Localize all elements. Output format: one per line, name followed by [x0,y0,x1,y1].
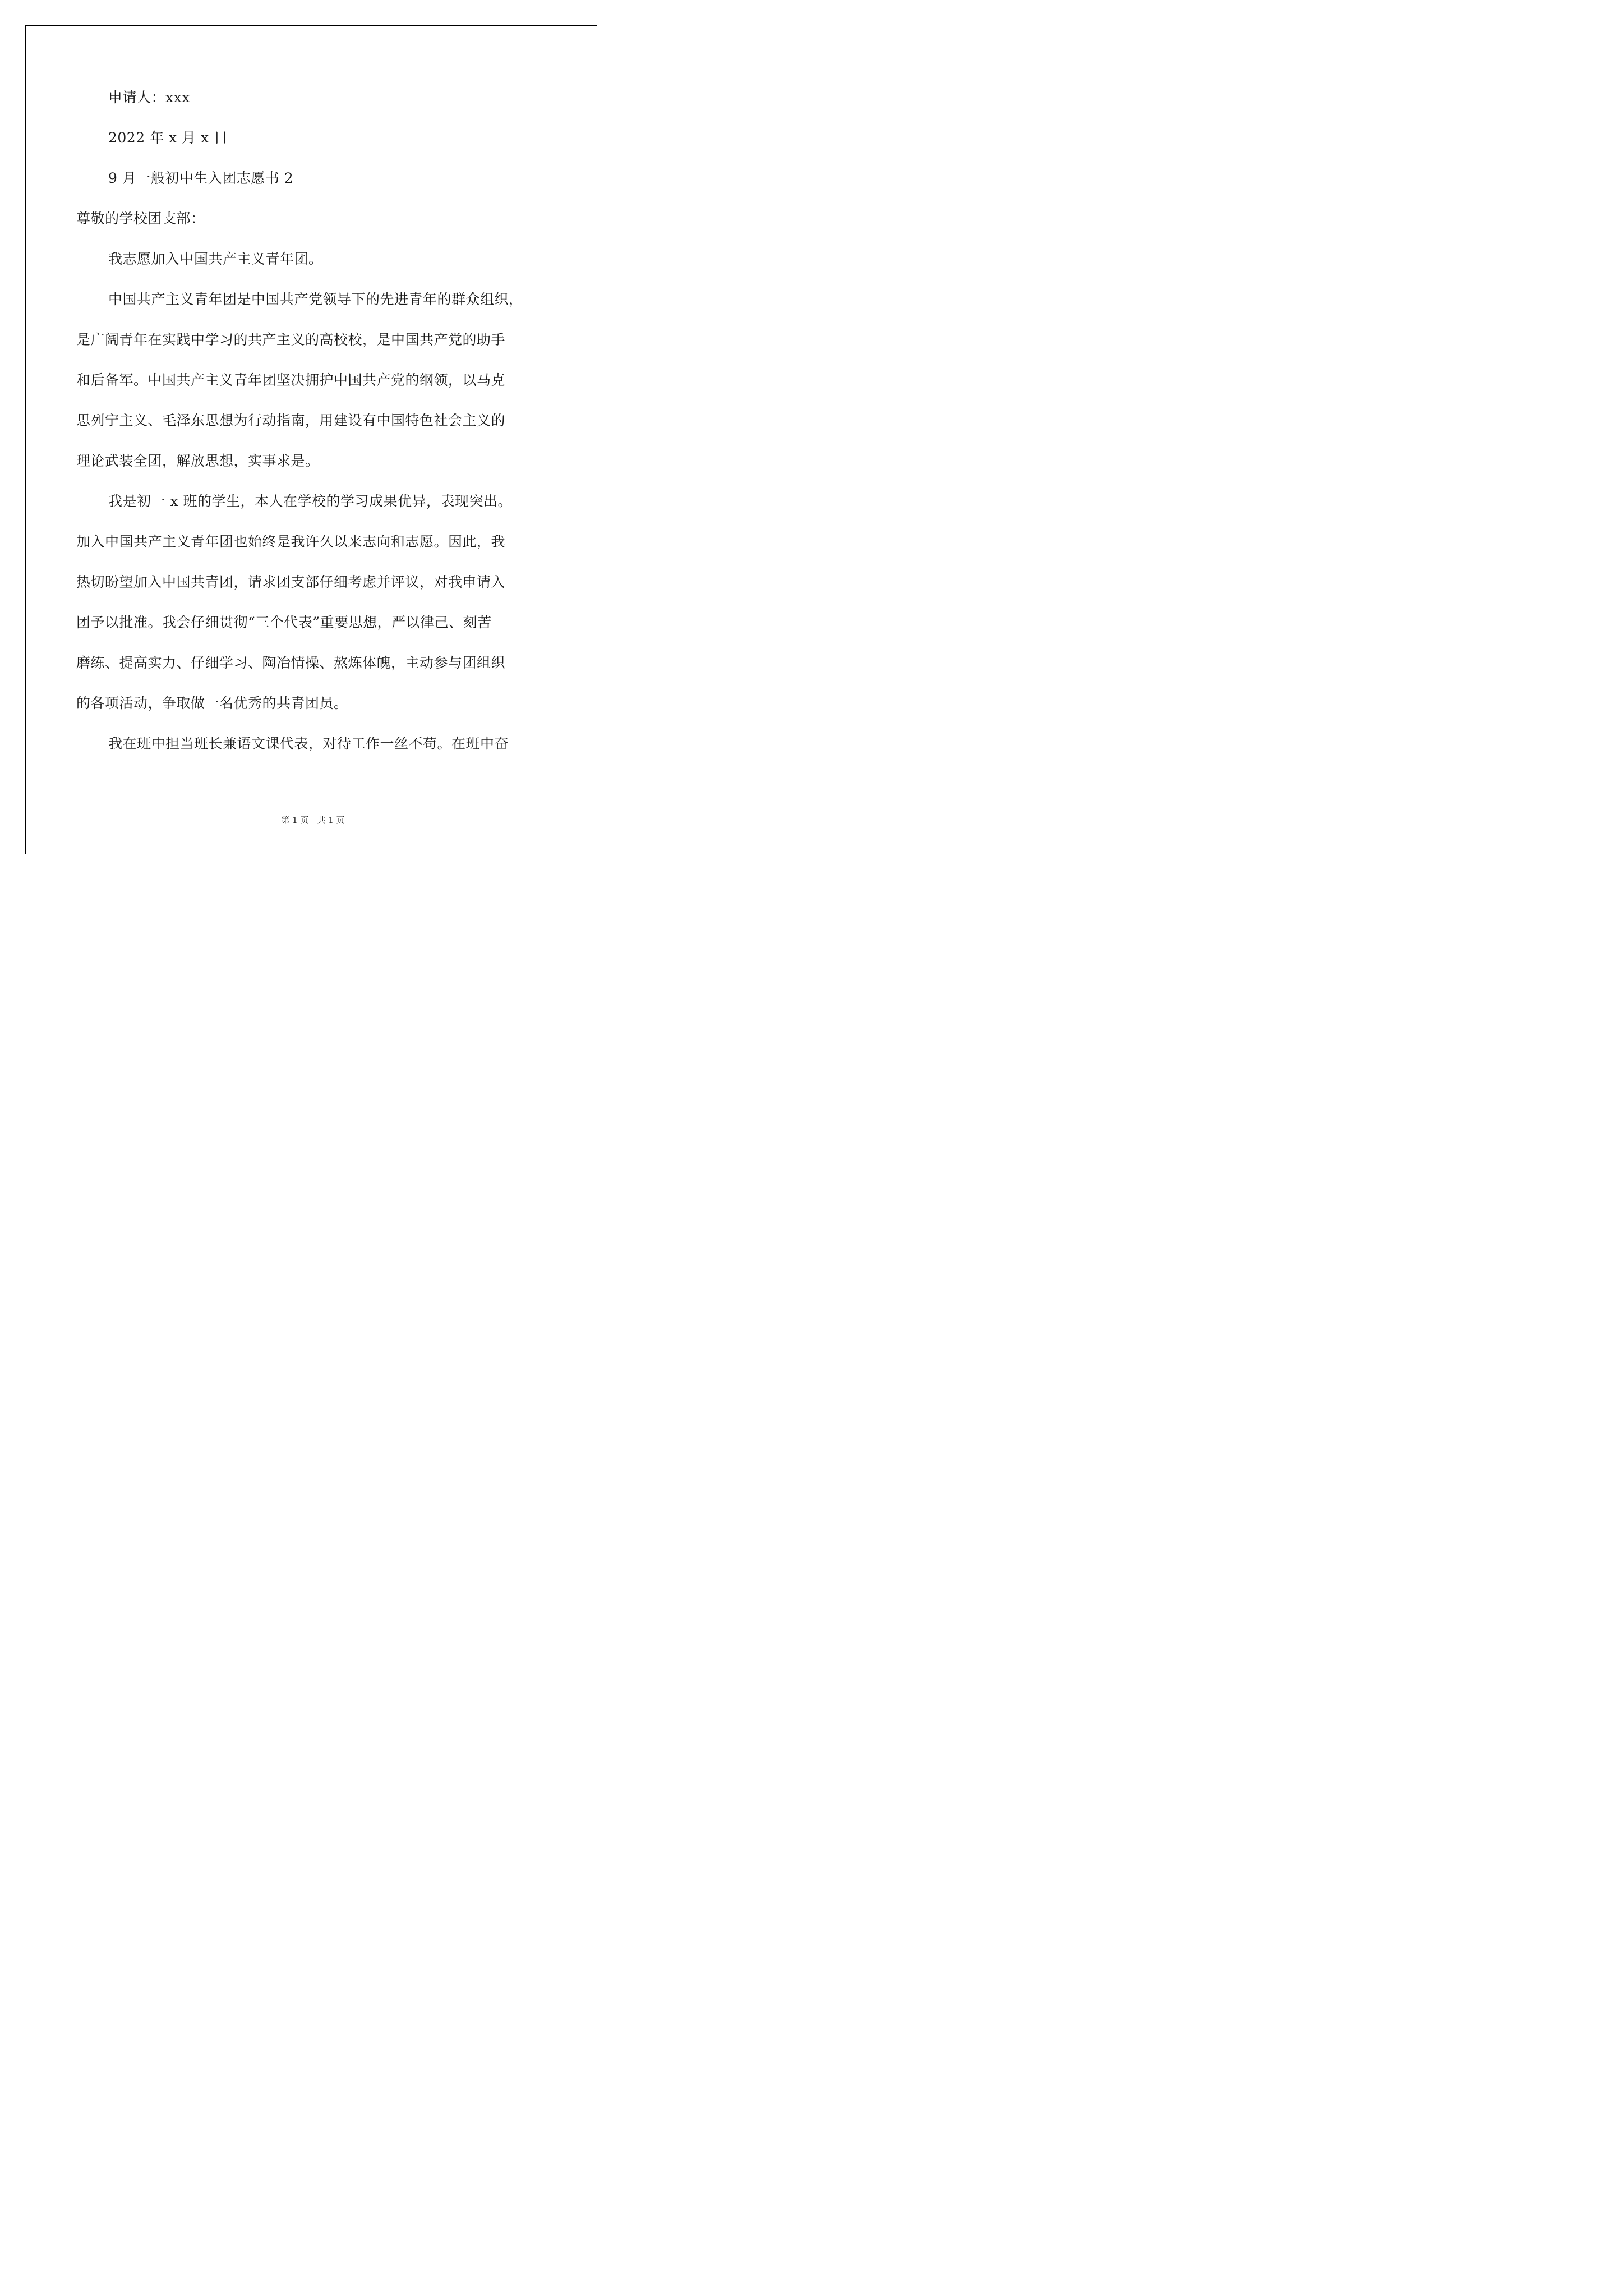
page-border [25,25,597,854]
paragraph-line: 我志愿加入中国共产主义青年团。 [108,251,323,267]
page-number-footer: 第 1 页 共 1 页 [281,815,345,825]
paragraph-line: 团予以批准。我会仔细贯彻“三个代表”重要思想，严以律己、刻苦 [76,614,492,631]
salutation: 尊敬的学校团支部： [76,210,205,227]
paragraph-line: 热切盼望加入中国共青团，请求团支部仔细考虑并评议，对我申请入 [76,574,506,590]
paragraph-line: 的各项活动，争取做一名优秀的共青团员。 [76,695,348,711]
paragraph-line: 理论武装全团，解放思想，实事求是。 [76,453,320,469]
paragraph-line: 我在班中担当班长兼语文课代表，对待工作一丝不苟。在班中奋 [108,735,509,752]
paragraph-line: 磨练、提高实力、仔细学习、陶冶情操、熬炼体魄，主动参与团组织 [76,655,506,671]
date-line: 2022 年 x 月 x 日 [108,130,228,146]
section-heading: 9 月一般初中生入团志愿书 2 [108,170,294,186]
paragraph-line: 中国共产主义青年团是中国共产党领导下的先进青年的群众组织， [108,291,523,307]
paragraph-line: 加入中国共产主义青年团也始终是我许久以来志向和志愿。因此，我 [76,533,506,550]
paragraph-line: 是广阔青年在实践中学习的共产主义的高校校，是中国共产党的助手 [76,332,506,348]
paragraph-line: 我是初一 x 班的学生，本人在学校的学习成果优异，表现突出。 [108,493,512,509]
applicant-line: 申请人：xxx [108,89,190,105]
paragraph-line: 思列宁主义、毛泽东思想为行动指南，用建设有中国特色社会主义的 [76,412,506,429]
paragraph-line: 和后备军。中国共产主义青年团坚决拥护中国共产党的纲领，以马克 [76,372,506,388]
